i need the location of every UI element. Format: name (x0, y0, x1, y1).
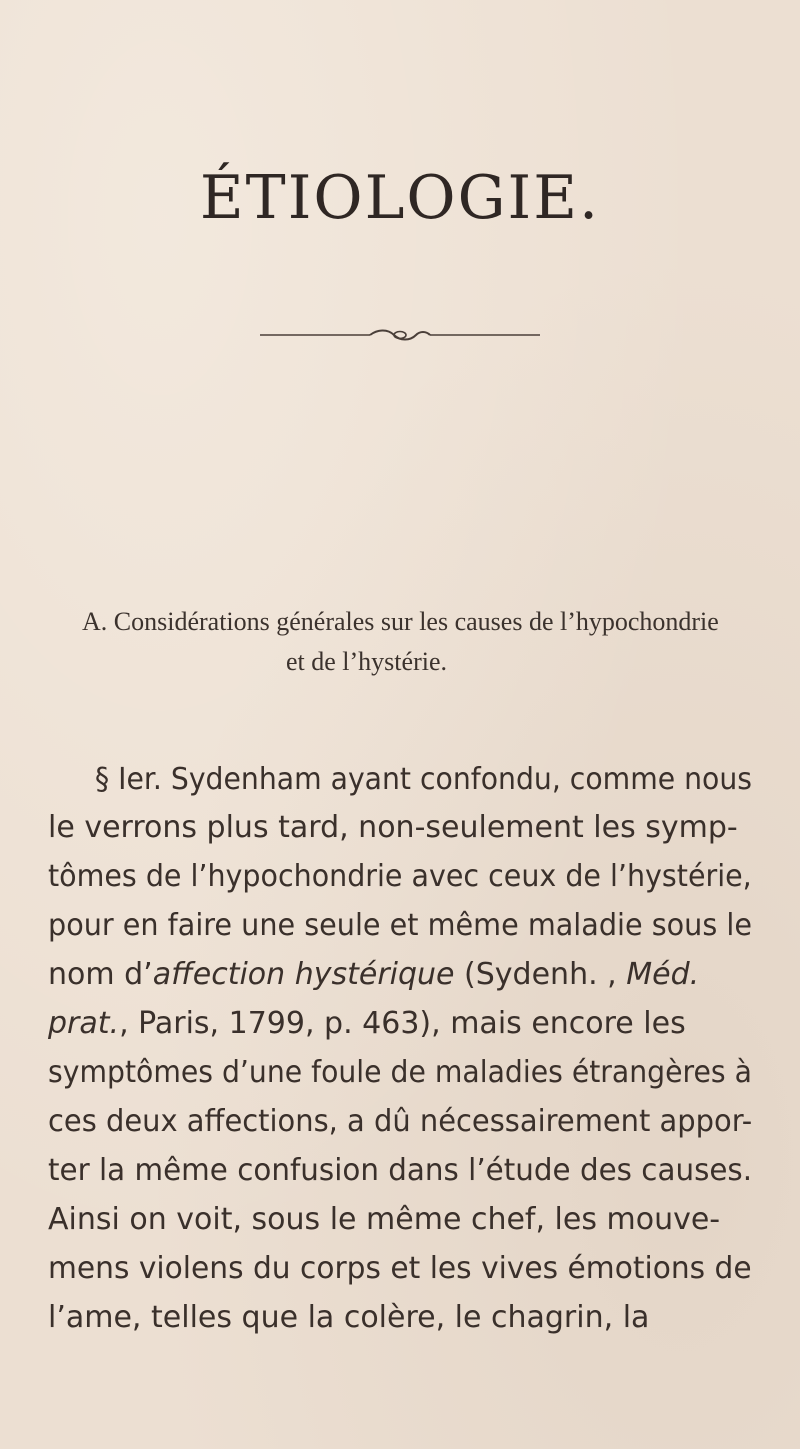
text-line: ces deux affections, a dû nécessairement appor- (48, 1104, 753, 1139)
italic-term: Méd. (626, 957, 700, 992)
text-run: , Paris, 1799, p. 463), mais encore les (119, 1006, 686, 1041)
text-line: le verrons plus tard, non-seulement les symp- (48, 810, 738, 845)
ornamental-rule-icon (260, 328, 540, 342)
text-line: ter la même confusion dans l’étude des causes. (48, 1153, 753, 1188)
text-line: mens violens du corps et les vives émotions de (48, 1251, 752, 1286)
text-line (48, 955, 699, 995)
text-line: pour en faire une seule et même maladie sous le (48, 908, 752, 943)
section-subheading (60, 602, 760, 682)
italic-term: affection hystérique (152, 957, 455, 992)
text-line: § Ier. Sydenham ayant confondu, comme nous (95, 762, 753, 797)
text-line: symptômes d’une foule de maladies étrangères à (48, 1055, 752, 1090)
italic-term: prat. (48, 1006, 120, 1041)
text-run: nom d’ (48, 957, 153, 992)
subheading-line-1: A. Considérations générales sur les causes de l’hypochondrie (82, 607, 719, 636)
chapter-title: ÉTIOLOGIE. (199, 163, 601, 233)
text-line: l’ame, telles que la colère, le chagrin, la (48, 1300, 650, 1335)
text-line: Ainsi on voit, sous le même chef, les mouve- (48, 1202, 721, 1237)
subheading-line-2: et de l’hystérie. (286, 647, 447, 676)
text-run: (Sydenh. , (454, 957, 627, 992)
text-line: tômes de l’hypochondrie avec ceux de l’hystérie, (48, 859, 752, 894)
text-line (48, 1004, 686, 1044)
